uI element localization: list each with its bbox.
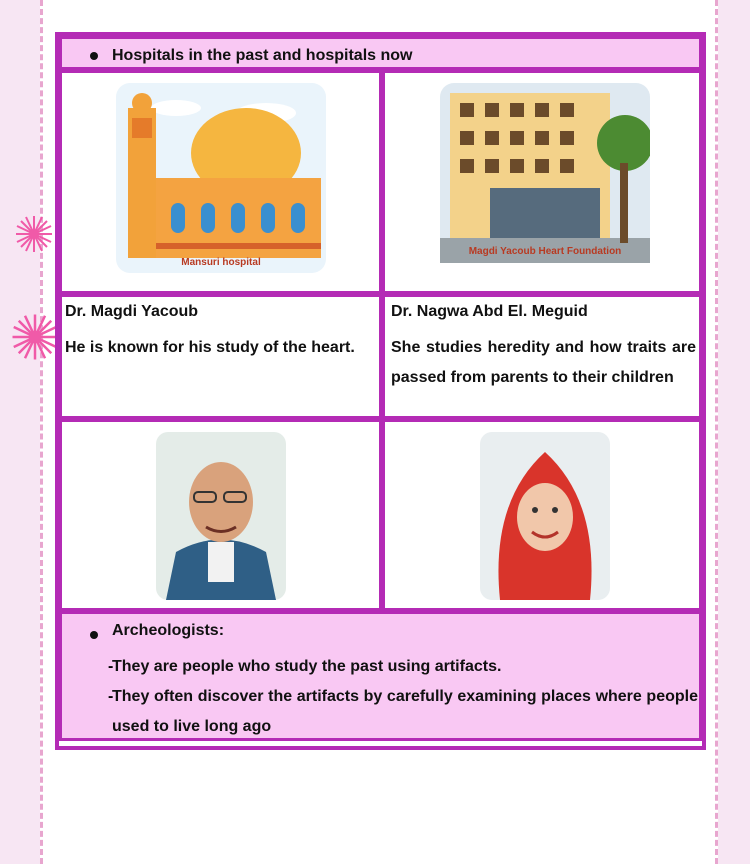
dash-icon: - (108, 688, 114, 705)
scientist-cell-2 (382, 294, 702, 419)
flower-icon (14, 214, 54, 254)
archeologists-point: They are people who study the past using artifacts. (112, 658, 502, 675)
flower-icon (10, 312, 60, 362)
portrait-cell-2 (382, 419, 702, 611)
scientist-description: He is known for his study of the heart. (65, 339, 355, 356)
scientist-description: She studies heredity and how traits are passed from parents to their children (391, 339, 696, 386)
hospital-past-cell (59, 70, 382, 294)
bullet-icon (90, 631, 98, 639)
portrait-cell-1 (59, 419, 382, 611)
hospital-now-caption: Magdi Yacoub Heart Foundation (468, 246, 622, 257)
archeologists-title: Archeologists: (112, 622, 225, 639)
archeologists-point: They often discover the artifacts by carefully examining places where people used to live long ago (112, 688, 698, 735)
scientist-name: Dr. Magdi Yacoub (65, 303, 199, 320)
scientist-cell-1 (59, 294, 382, 419)
section-header-row (59, 36, 702, 70)
hospital-past-caption: Mansuri hospital (181, 257, 261, 268)
dash-icon: - (108, 658, 114, 675)
hospital-now-cell (382, 70, 702, 294)
archeologists-section (59, 611, 702, 741)
section-header: Hospitals in the past and hospitals now (112, 47, 413, 64)
building-illustration (440, 83, 650, 263)
scientist-name: Dr. Nagwa Abd El. Meguid (391, 303, 588, 320)
hospital-illustration (116, 83, 326, 273)
bullet-icon (90, 52, 98, 60)
portrait-woman (480, 432, 610, 600)
portrait-man (156, 432, 286, 600)
